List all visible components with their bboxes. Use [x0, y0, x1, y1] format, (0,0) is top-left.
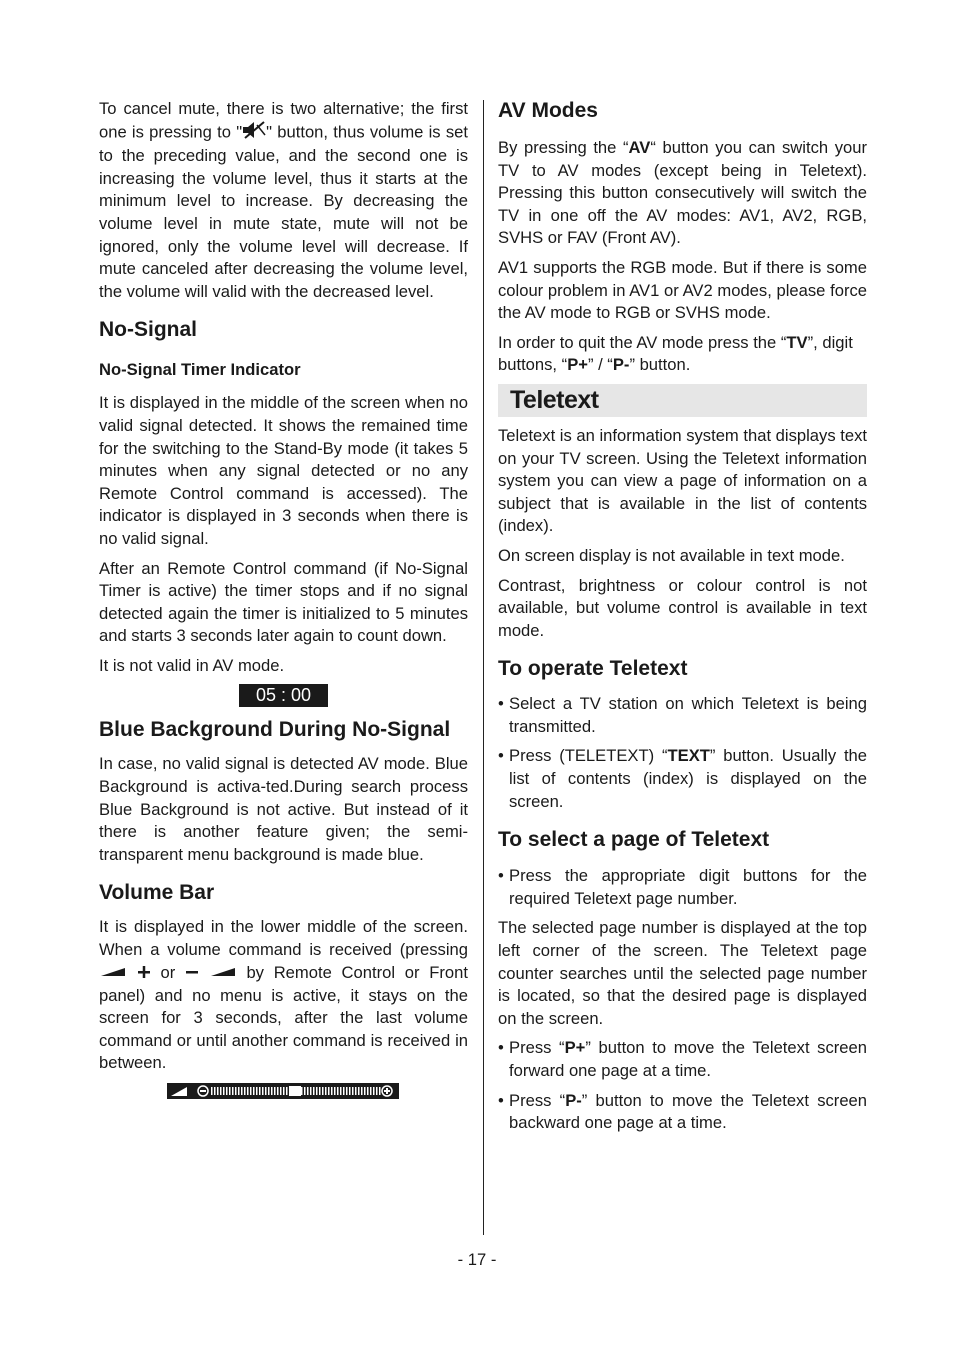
volume-tick	[349, 1087, 351, 1095]
volume-tick	[334, 1087, 336, 1095]
volume-bar-paragraph: It is displayed in the lower middle of the screen. When a volume command is received (pressing or by Remote Control or Front panel) and no menu is active, it stays on the screen for 3 seconds, after the last volume command or until another command is received in between.	[99, 917, 468, 1073]
volume-tick	[376, 1087, 378, 1095]
av-modes-paragraph-1: By pressing the “AV“ button you can switch your TV to AV modes (except being in Teletext). Pressing this button consecutively will switch the TV in one off the AV modes: AV1, AV2, RGB, SVHS or FAV (Front AV).	[498, 138, 867, 248]
volume-tick	[310, 1087, 312, 1095]
volume-tick	[331, 1087, 333, 1095]
no-signal-subheading: No-Signal Timer Indicator	[99, 360, 301, 380]
volume-tick	[313, 1087, 315, 1095]
volume-tick	[241, 1087, 243, 1095]
volume-tick	[235, 1087, 237, 1095]
av-modes-heading: AV Modes	[498, 99, 598, 122]
volume-tick	[262, 1087, 264, 1095]
volume-tick	[355, 1087, 357, 1095]
select-page-paragraph: The selected page number is displayed at the top left corner of the screen. The Teletext page counter searches until the selected page number is located, so that the desired page is displayed on the screen.	[498, 918, 867, 1028]
volume-bar-heading: Volume Bar	[99, 881, 215, 905]
volume-tick	[280, 1087, 282, 1095]
mute-paragraph: To cancel mute, there is two alternative; the first one is pressing to " " button, thus volume is set to the preceding value, and the second one is increasing the volume level, thus it starts at the minimum level to increase. By decreasing the volume level in mute state, mute will not be ignored, only the volume level will decrease. If mute canceled after decreasing the volume level, the volume will valid with the decreased level.	[99, 99, 468, 301]
volume-tick	[253, 1087, 255, 1095]
list-item: • Press “P-” button to move the Teletext screen backward one page at a time.	[498, 1090, 868, 1133]
volume-tick	[370, 1087, 372, 1095]
volume-tick	[367, 1087, 369, 1095]
volume-tick	[244, 1087, 246, 1095]
column-divider	[483, 100, 484, 1235]
volume-tick	[238, 1087, 240, 1095]
no-signal-paragraph-3: It is not valid in AV mode.	[99, 655, 285, 675]
minus-icon	[185, 962, 199, 985]
volume-tick	[361, 1087, 363, 1095]
volume-tick	[316, 1087, 318, 1095]
blue-background-heading: Blue Background During No-Signal	[99, 718, 451, 742]
volume-tick	[304, 1087, 306, 1095]
volume-up-icon	[209, 962, 237, 985]
volume-tick	[364, 1087, 366, 1095]
teletext-paragraph-3: Contrast, brightness or colour control is not available, but volume control is available in text mode.	[498, 575, 867, 640]
volume-tick	[265, 1087, 267, 1095]
volume-tick	[340, 1087, 342, 1095]
volume-tick	[256, 1087, 258, 1095]
right-column	[498, 98, 867, 1142]
left-column	[99, 98, 468, 1099]
volume-tick	[346, 1087, 348, 1095]
volume-tick	[328, 1087, 330, 1095]
list-item: • Press (TELETEXT) “TEXT” button. Usually the list of contents (index) is displayed on the screen.	[498, 746, 868, 811]
operate-teletext-heading: To operate Teletext	[498, 657, 688, 681]
no-signal-paragraph-1: It is displayed in the middle of the screen when no valid signal detected. It shows the remained time for the switching to the Stand-By mode (it takes 5 minutes when any signal detected or no any Remote Control command is accessed). The indicator is displayed in 3 seconds when there is no valid signal.	[99, 393, 468, 548]
volume-tick	[325, 1087, 327, 1095]
mute-icon	[242, 121, 266, 146]
no-signal-timer-display: 05 : 00	[239, 684, 328, 707]
volume-tick	[250, 1087, 252, 1095]
volume-tick	[223, 1087, 225, 1095]
volume-level-marker	[289, 1086, 301, 1096]
volume-tick	[217, 1087, 219, 1095]
volume-tick	[247, 1087, 249, 1095]
volume-tick	[271, 1087, 273, 1095]
av-modes-paragraph-2: AV1 supports the RGB mode. But if there is some colour problem in AV1 or AV2 modes, please force the AV mode to RGB or SVHS mode.	[498, 257, 867, 323]
volume-bar-graphic	[167, 1083, 399, 1099]
volume-tick	[337, 1087, 339, 1095]
no-signal-heading: No-Signal	[99, 318, 197, 342]
volume-tick	[352, 1087, 354, 1095]
list-item: • Press the appropriate digit buttons for the required Teletext page number.	[498, 866, 867, 908]
volume-tick	[259, 1087, 261, 1095]
volume-tick	[307, 1087, 309, 1095]
blue-background-paragraph: In case, no valid signal is detected AV mode. Blue Background is activa-ted.During search process Blue Background is not active. But instead of it there is another feature given; the semi-transparent menu background is made blue.	[99, 754, 468, 864]
volume-tick	[322, 1087, 324, 1095]
list-item: • Press “P+” button to move the Teletext screen forward one page at a time.	[498, 1038, 867, 1080]
volume-tick	[277, 1087, 279, 1095]
volume-tick	[286, 1087, 288, 1095]
select-teletext-page-heading: To select a page of Teletext	[498, 828, 770, 852]
volume-tick	[226, 1087, 228, 1095]
volume-tick	[274, 1087, 276, 1095]
volume-tick	[211, 1087, 213, 1095]
volume-tick	[283, 1087, 285, 1095]
volume-tick	[232, 1087, 234, 1095]
volume-down-icon	[99, 962, 127, 985]
volume-tick	[301, 1087, 303, 1095]
volume-tick	[229, 1087, 231, 1095]
teletext-paragraph-2: On screen display is not available in text mode.	[498, 545, 845, 565]
volume-tick	[358, 1087, 360, 1095]
volume-tick	[319, 1087, 321, 1095]
page-number: - 17 -	[457, 1250, 497, 1269]
no-signal-paragraph-2: After an Remote Control command (if No-Signal Timer is active) the timer stops and if no signal detected again the timer is initialized to 5 minutes and starts 3 seconds later again to count down.	[99, 558, 468, 646]
plus-icon	[137, 962, 151, 985]
volume-tick	[214, 1087, 216, 1095]
volume-tick	[220, 1087, 222, 1095]
list-item: • Select a TV station on which Teletext is being transmitted.	[498, 694, 867, 736]
teletext-paragraph-1: Teletext is an information system that displays text on your TV screen. Using the Teletext information system you can view a page of information on a subject that is available in the list of contents (index).	[498, 425, 867, 536]
volume-tick	[268, 1087, 270, 1095]
av-modes-paragraph-3: In order to quit the AV mode press the “TV”, digit buttons, “P+” / “P-” button.	[498, 332, 853, 375]
volume-tick	[373, 1087, 375, 1095]
volume-tick	[379, 1087, 381, 1095]
volume-tick	[343, 1087, 345, 1095]
teletext-section-banner: Teletext	[498, 384, 867, 417]
